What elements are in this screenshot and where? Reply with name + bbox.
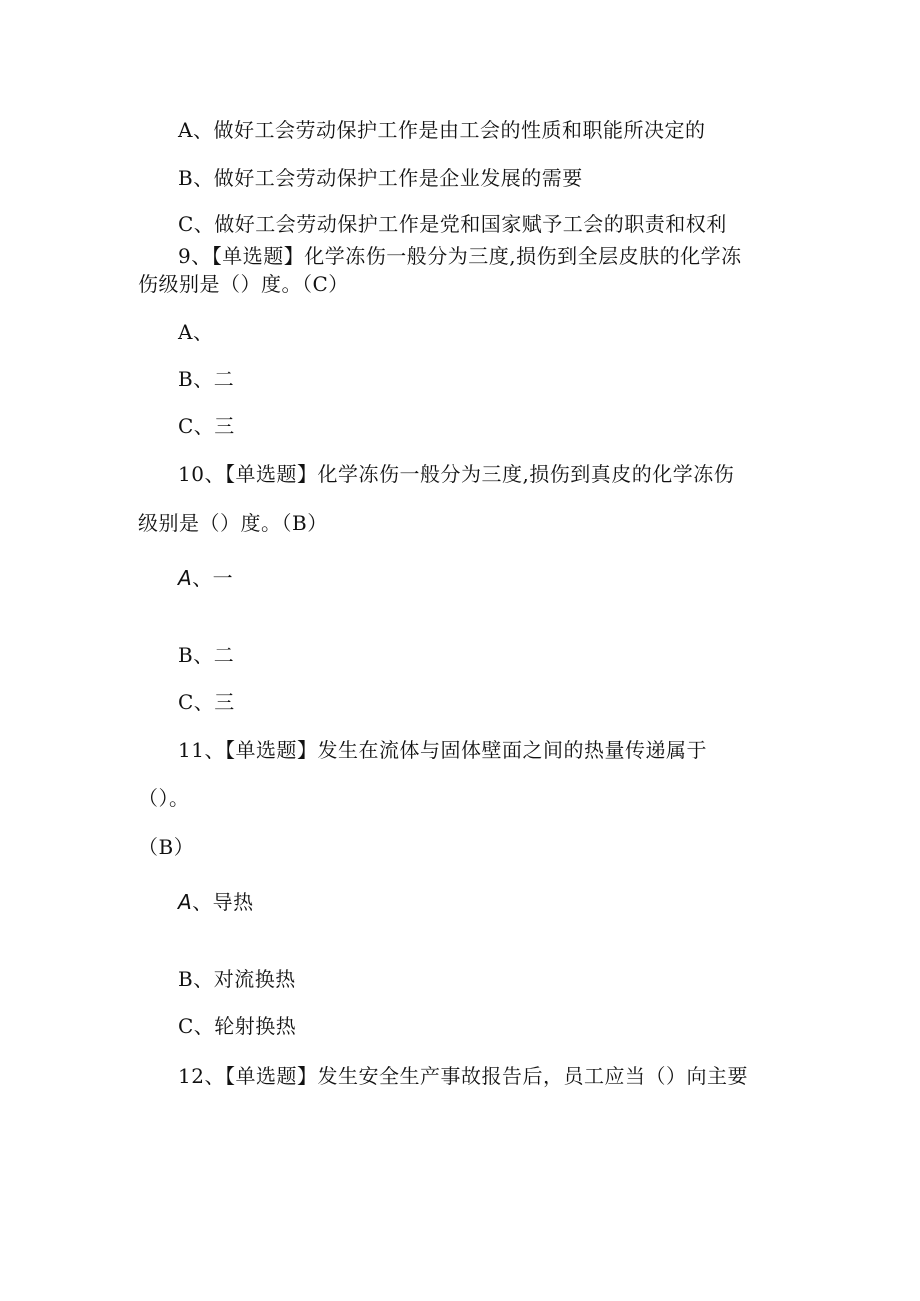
q10-stem-line1: 10、【单选题】化学冻伤一般分为三度,损伤到真皮的化学冻伤 — [178, 462, 735, 486]
q12-stem-line1: 12、【单选题】发生安全生产事故报告后，员工应当（）向主要 — [178, 1064, 748, 1088]
option-letter-a: A — [178, 566, 193, 590]
q9-option-a: A、 — [178, 320, 214, 344]
q8-option-b: B、做好工会劳动保护工作是企业发展的需要 — [178, 166, 583, 190]
q11-answer: （B） — [138, 835, 195, 859]
q11-option-c: C、轮射换热 — [178, 1014, 297, 1038]
q10-stem-line2: 级别是（）度。（B） — [138, 511, 328, 535]
q11-stem-line2: （）。 — [138, 786, 190, 810]
q9-option-b: B、二 — [178, 367, 235, 391]
q11-stem-line1: 11、【单选题】发生在流体与固体壁面之间的热量传递属于 — [178, 738, 707, 762]
q9-option-c: C、三 — [178, 414, 235, 438]
option-letter-a: A — [178, 890, 193, 914]
q10-option-a-text: 、一 — [192, 566, 234, 590]
q9-stem-line1: 9、【单选题】化学冻伤一般分为三度,损伤到全层皮肤的化学冻 — [178, 244, 742, 268]
q11-option-b: B、对流换热 — [178, 967, 296, 991]
q11-option-a — [178, 890, 254, 914]
q8-option-c: C、做好工会劳动保护工作是党和国家赋予工会的职责和权利 — [178, 212, 727, 236]
q10-option-c: C、三 — [178, 690, 235, 714]
q10-option-b: B、二 — [178, 643, 235, 667]
q9-stem-line2: 伤级别是（）度。（C） — [138, 272, 349, 296]
q11-option-a-text: 、导热 — [192, 890, 254, 914]
q8-option-a: A、做好工会劳动保护工作是由工会的性质和职能所决定的 — [178, 118, 706, 142]
q10-option-a — [178, 566, 233, 590]
